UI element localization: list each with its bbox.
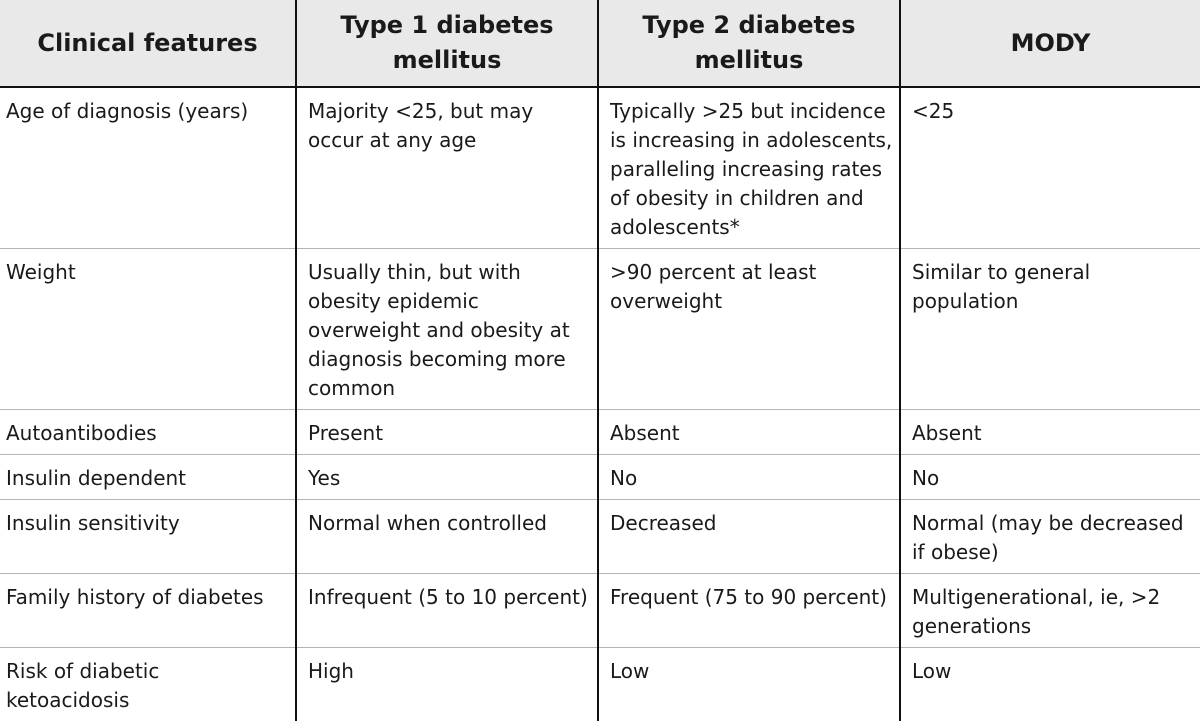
header-type-1-diabetes: Type 1 diabetes mellitus — [296, 0, 598, 87]
row-label: Age of diagnosis (years) — [0, 87, 296, 249]
mody-cell: <25 — [900, 87, 1200, 249]
table-row-ketoacidosis-risk — [0, 648, 1200, 721]
type-1-cell: Infrequent (5 to 10 percent) — [296, 574, 598, 648]
table-row-insulin-sensitivity — [0, 500, 1200, 574]
type-1-cell: Usually thin, but with obesity epidemic overweight and obesity at diagnosis becoming more common — [296, 249, 598, 410]
header-type-2-diabetes: Type 2 diabetes mellitus — [598, 0, 900, 87]
type-2-cell: >90 percent at least overweight — [598, 249, 900, 410]
row-label: Autoantibodies — [0, 410, 296, 455]
row-label: Risk of diabetic ketoacidosis — [0, 648, 296, 721]
type-1-cell: Yes — [296, 455, 598, 500]
row-label: Insulin dependent — [0, 455, 296, 500]
type-1-cell: Normal when controlled — [296, 500, 598, 574]
mody-cell: Normal (may be decreased if obese) — [900, 500, 1200, 574]
row-label: Weight — [0, 249, 296, 410]
table-row-weight — [0, 249, 1200, 410]
type-1-cell: Majority <25, but may occur at any age — [296, 87, 598, 249]
mody-cell: Low — [900, 648, 1200, 721]
type-2-cell: Frequent (75 to 90 percent) — [598, 574, 900, 648]
row-label: Family history of diabetes — [0, 574, 296, 648]
table-row-insulin-dependent — [0, 455, 1200, 500]
table-header — [0, 0, 1200, 87]
type-2-cell: Typically >25 but incidence is increasing in adolescents, paralleling increasing rates of obesity in children and adolescents* — [598, 87, 900, 249]
type-1-cell: High — [296, 648, 598, 721]
table-row-autoantibodies — [0, 410, 1200, 455]
mody-cell: No — [900, 455, 1200, 500]
row-label: Insulin sensitivity — [0, 500, 296, 574]
type-2-cell: Low — [598, 648, 900, 721]
type-2-cell: Absent — [598, 410, 900, 455]
mody-cell: Multigenerational, ie, >2 generations — [900, 574, 1200, 648]
table-row-family-history — [0, 574, 1200, 648]
type-1-cell: Present — [296, 410, 598, 455]
table-row-age-of-diagnosis — [0, 87, 1200, 249]
mody-cell: Absent — [900, 410, 1200, 455]
header-mody: MODY — [900, 0, 1200, 87]
header-clinical-features: Clinical features — [0, 0, 296, 87]
table-body — [0, 87, 1200, 721]
type-2-cell: Decreased — [598, 500, 900, 574]
header-row — [0, 0, 1200, 87]
type-2-cell: No — [598, 455, 900, 500]
mody-cell: Similar to general population — [900, 249, 1200, 410]
